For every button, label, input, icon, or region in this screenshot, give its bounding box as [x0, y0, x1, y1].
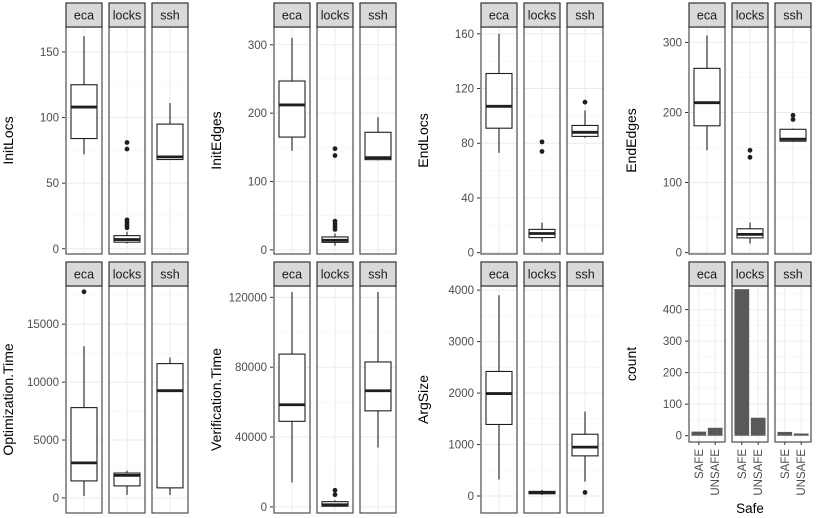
outlier-point [125, 147, 130, 152]
y-tick-label: 160 [454, 28, 474, 41]
facet-strip-label: eca [73, 267, 95, 282]
y-tick-label: 2000 [448, 388, 474, 401]
y-tick-label: 200 [662, 367, 682, 380]
y-tick-label: 120 [454, 83, 474, 96]
plot-cell-initlocs [0, 0, 208, 259]
facet-eca [274, 3, 310, 254]
outlier-point [332, 488, 337, 493]
facet-locks [524, 262, 560, 513]
bar-eca-unsafe [707, 428, 722, 436]
outlier-point [332, 153, 337, 158]
box-iqr [365, 362, 391, 411]
facet-strip-label: eca [488, 8, 510, 23]
facet-ssh [152, 3, 188, 254]
y-tick-label: 80 [461, 138, 474, 151]
plot-cell-endlocs [415, 0, 623, 259]
x-tick-label: SAFE [693, 449, 706, 480]
facet-strip-label: locks [527, 8, 557, 23]
facet-eca [689, 3, 725, 254]
y-tick-label: 0 [675, 430, 682, 443]
outlier-point [332, 146, 337, 151]
outlier-point [747, 148, 752, 153]
chart-initedges [208, 0, 415, 259]
facet-locks [109, 3, 145, 254]
facet-locks [732, 3, 768, 254]
facet-strip-label: ssh [575, 8, 595, 23]
outlier-point [82, 289, 87, 294]
box-iqr [71, 408, 97, 481]
y-axis-title: ArgSize [415, 374, 431, 425]
plot-cell-endedges [623, 0, 830, 259]
y-tick-label: 120000 [228, 292, 267, 305]
y-tick-label: 10000 [27, 377, 59, 390]
plot-cell-optimization-time [0, 259, 208, 518]
facet-ssh [567, 3, 603, 254]
chart-count [623, 259, 830, 518]
outlier-point [747, 155, 752, 160]
facet-strip-label: eca [696, 267, 717, 282]
outlier-point [125, 140, 130, 145]
bar-locks-safe [734, 289, 749, 436]
x-tick-label: UNSAFE [795, 449, 808, 496]
facet-eca [481, 3, 517, 254]
y-tick-label: 40000 [234, 432, 267, 445]
y-tick-label: 300 [662, 336, 682, 349]
x-tick-label: SAFE [736, 449, 749, 480]
facet-eca [274, 262, 310, 513]
y-axis-title: InitEdges [207, 111, 224, 170]
y-tick-label: 150 [39, 46, 59, 59]
facet-strip-label: eca [696, 8, 717, 23]
outlier-point [332, 492, 337, 497]
box-iqr [279, 81, 305, 137]
x-tick-label: UNSAFE [709, 449, 722, 496]
x-axis-title: Safe [735, 501, 764, 516]
y-tick-label: 1000 [448, 439, 474, 452]
x-tick-label: UNSAFE [752, 449, 765, 496]
y-tick-label: 4000 [448, 285, 474, 298]
y-axis-title: Optimization.Time [0, 343, 16, 456]
bar-locks-unsafe [750, 418, 765, 436]
y-tick-label: 100 [247, 176, 267, 189]
box-iqr [486, 73, 512, 128]
facet-locks [524, 3, 560, 254]
y-axis-title: count [622, 346, 639, 382]
facet-strip-label: locks [320, 8, 349, 23]
box-iqr [71, 85, 97, 139]
y-tick-label: 0 [52, 492, 59, 505]
chart-endlocs [415, 0, 622, 259]
y-tick-label: 0 [467, 491, 474, 504]
y-tick-label: 50 [46, 178, 59, 191]
facet-eca [66, 262, 102, 513]
y-tick-label: 0 [260, 501, 267, 514]
y-tick-label: 80000 [234, 362, 267, 375]
y-tick-label: 0 [467, 247, 474, 259]
facet-ssh [152, 262, 188, 513]
facet-strip-label: eca [488, 267, 510, 282]
facet-locks [317, 3, 353, 254]
chart-argsize [415, 259, 622, 518]
facet-ssh [775, 3, 811, 254]
chart-initlocs [0, 0, 207, 259]
box-iqr [365, 132, 391, 159]
box-iqr [694, 68, 720, 125]
plot-cell-verification-time [208, 259, 416, 518]
box-iqr [157, 364, 183, 488]
facet-strip-label: locks [112, 267, 142, 282]
y-tick-label: 300 [247, 39, 267, 52]
plot-cell-initedges [208, 0, 416, 259]
facet-strip-label: eca [73, 8, 95, 23]
facet-strip-label: ssh [160, 267, 180, 282]
y-tick-label: 0 [675, 247, 682, 259]
chart-optimization-time [0, 259, 207, 518]
chart-endedges [623, 0, 830, 259]
facet-strip-label: ssh [160, 8, 180, 23]
facet-strip-label: ssh [782, 267, 803, 282]
y-tick-label: 0 [52, 243, 59, 256]
outlier-point [332, 219, 337, 224]
y-tick-label: 100 [662, 399, 682, 412]
facet-eca [66, 3, 102, 254]
outlier-point [125, 217, 130, 222]
facet-ssh [360, 3, 396, 254]
y-tick-label: 40 [461, 192, 474, 205]
facet-strip-label: ssh [367, 267, 388, 282]
y-axis-title: InitLocs [0, 116, 16, 165]
plot-cell-count [623, 259, 830, 518]
facet-strip-label: locks [112, 8, 142, 23]
facet-strip-label: locks [527, 267, 557, 282]
bar-eca-safe [691, 432, 706, 436]
y-tick-label: 15000 [27, 319, 59, 332]
y-tick-label: 300 [662, 37, 682, 50]
facet-ssh [567, 262, 603, 513]
chart-verification-time [208, 259, 415, 518]
y-tick-label: 3000 [448, 336, 474, 349]
y-axis-title: EndLocs [415, 113, 431, 168]
facet-locks [109, 262, 145, 513]
outlier-point [540, 149, 545, 154]
facet-strip-label: locks [735, 267, 764, 282]
outlier-point [583, 100, 588, 105]
facet-locks [317, 262, 353, 513]
bar-ssh-unsafe [793, 433, 808, 435]
y-tick-label: 200 [662, 107, 682, 120]
facet-ssh [360, 262, 396, 513]
box-iqr [279, 354, 305, 421]
box-iqr [572, 434, 598, 456]
outlier-point [790, 117, 795, 122]
y-tick-label: 0 [260, 244, 267, 257]
facet-strip-label: locks [735, 8, 764, 23]
plot-cell-argsize [415, 259, 623, 518]
y-axis-title: Verification.Time [207, 348, 224, 451]
facet-strip-label: ssh [575, 267, 595, 282]
outlier-point [790, 113, 795, 118]
bar-ssh-safe [777, 432, 792, 436]
facet-strip-label: locks [320, 267, 349, 282]
outlier-point [583, 490, 588, 495]
y-tick-label: 200 [247, 108, 267, 121]
facet-eca [481, 262, 517, 513]
box-iqr [157, 124, 183, 159]
y-tick-label: 100 [39, 112, 59, 125]
facet-strip-label: ssh [782, 8, 803, 23]
facet-strip-label: ssh [367, 8, 388, 23]
y-axis-title: EndEdges [622, 108, 639, 173]
y-tick-label: 400 [662, 304, 682, 317]
facet-strip-label: eca [281, 267, 302, 282]
box-iqr [486, 371, 512, 424]
y-tick-label: 5000 [33, 435, 59, 448]
outlier-point [540, 139, 545, 144]
facet-strip-label: eca [281, 8, 302, 23]
y-tick-label: 100 [662, 177, 682, 190]
boxplot-ssh [157, 358, 183, 495]
x-tick-label: SAFE [779, 449, 792, 480]
